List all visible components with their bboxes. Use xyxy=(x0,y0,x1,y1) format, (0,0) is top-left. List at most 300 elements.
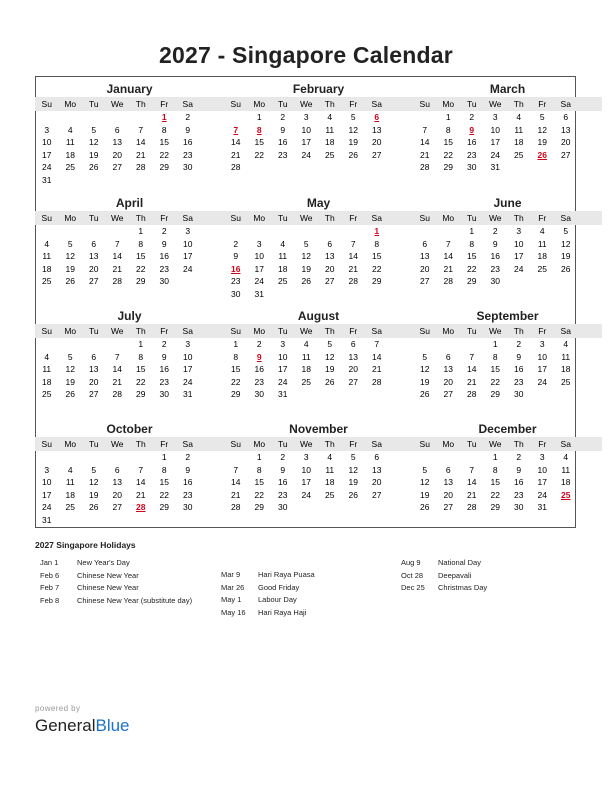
day-cell: 30 xyxy=(254,389,264,399)
day-cell: 8 xyxy=(374,238,380,249)
weekday-label: Tu xyxy=(88,326,99,336)
day-cell: 23 xyxy=(467,149,477,160)
weekday-label: Fr xyxy=(538,99,547,109)
day-cell: 26 xyxy=(348,149,358,160)
weekday-label: Sa xyxy=(182,99,193,109)
empty-cell xyxy=(129,451,153,464)
day-cell: 19 xyxy=(348,477,358,487)
empty-cell xyxy=(59,111,83,124)
day-cell: 4 xyxy=(327,112,333,122)
day-cell: 14 xyxy=(231,137,241,147)
weekday-label: Mo xyxy=(253,213,266,223)
weekday-label: Sa xyxy=(182,439,193,449)
day-cell: 8 xyxy=(161,124,167,135)
empty-cell xyxy=(35,451,59,464)
weekday-label: Th xyxy=(135,326,146,336)
week-row xyxy=(224,376,413,389)
month-january xyxy=(35,82,224,186)
weekday-label: Mo xyxy=(442,213,455,223)
day-cell: 30 xyxy=(159,276,169,286)
week-row xyxy=(35,225,224,238)
empty-cell xyxy=(248,161,272,174)
day-cell: 17 xyxy=(301,137,311,147)
empty-cell xyxy=(82,514,106,527)
day-cell: 29 xyxy=(231,389,241,399)
holiday-date: Feb 8 xyxy=(40,595,60,605)
month-name: June xyxy=(493,196,522,210)
empty-cell xyxy=(365,288,389,301)
day-cell: 3 xyxy=(280,339,286,349)
month-name: December xyxy=(478,422,537,436)
empty-cell xyxy=(106,111,130,124)
week-row xyxy=(35,514,224,527)
day-cell: 24 xyxy=(301,489,311,500)
day-cell: 27 xyxy=(561,149,571,160)
empty-cell xyxy=(295,501,319,514)
day-cell: 10 xyxy=(537,464,547,475)
weekday-label: Sa xyxy=(560,326,571,336)
day-cell: 22 xyxy=(254,489,264,500)
empty-cell xyxy=(82,451,106,464)
day-cell: 9 xyxy=(516,351,522,362)
day-cell: 11 xyxy=(561,351,571,362)
weekday-label: Sa xyxy=(182,326,193,336)
holiday-date: Aug 9 xyxy=(401,558,421,567)
day-cell: 1 xyxy=(256,112,262,122)
empty-cell xyxy=(82,338,106,351)
day-cell: 11 xyxy=(537,238,547,249)
day-cell: 19 xyxy=(65,376,75,387)
holiday-date: Feb 6 xyxy=(40,570,60,580)
weekday-label: We xyxy=(110,326,124,336)
week-row xyxy=(413,149,602,162)
holiday-row xyxy=(40,570,192,583)
day-cell: 27 xyxy=(89,389,99,399)
day-cell: 24 xyxy=(537,376,547,387)
day-cell: 12 xyxy=(348,124,358,135)
day-cell: 25 xyxy=(42,276,52,286)
day-cell: 18 xyxy=(537,251,547,261)
week-row xyxy=(35,451,224,464)
day-cell: 31 xyxy=(254,288,264,299)
empty-cell xyxy=(531,275,555,288)
day-cell: 26 xyxy=(420,502,430,512)
day-cell: 5 xyxy=(91,124,97,135)
holiday-name: Chinese New Year xyxy=(77,570,139,580)
day-cell: 14 xyxy=(348,251,358,261)
day-cell: 16 xyxy=(467,137,477,147)
day-cell: 27 xyxy=(443,389,453,399)
holiday-name: Deepavali xyxy=(438,570,472,580)
day-cell: 11 xyxy=(325,464,335,475)
day-cell: 16 xyxy=(159,364,169,374)
day-cell: 17 xyxy=(514,251,524,261)
empty-cell xyxy=(176,174,200,187)
day-cell: 10 xyxy=(42,477,52,487)
weekday-header xyxy=(413,97,602,111)
day-cell: 10 xyxy=(537,351,547,362)
empty-cell xyxy=(271,161,295,174)
weekday-label: Fr xyxy=(160,213,169,223)
day-cell: 19 xyxy=(89,149,99,160)
day-cell: 17 xyxy=(537,477,547,487)
empty-cell xyxy=(59,174,83,187)
month-april xyxy=(35,196,224,288)
weekday-label: We xyxy=(299,439,313,449)
day-cell: 25 xyxy=(278,276,288,286)
empty-cell xyxy=(271,225,295,238)
day-cell: 27 xyxy=(348,376,358,387)
day-cell: 22 xyxy=(159,489,169,500)
day-cell: 3 xyxy=(185,339,191,349)
empty-cell xyxy=(295,225,319,238)
weekday-label: Sa xyxy=(560,439,571,449)
month-june xyxy=(413,196,602,288)
holidays-title: 2027 Singapore Holidays xyxy=(35,540,136,550)
day-cell: 20 xyxy=(112,489,122,500)
weekday-label: We xyxy=(488,213,502,223)
empty-cell xyxy=(460,451,484,464)
empty-cell xyxy=(531,388,555,401)
day-cell: 1 xyxy=(161,452,167,462)
day-cell: 26 xyxy=(89,502,99,512)
day-cell: 14 xyxy=(136,137,146,147)
weekday-label: Th xyxy=(324,326,335,336)
day-cell: 16 xyxy=(183,137,193,147)
week-row xyxy=(35,149,224,162)
day-cell: 25 xyxy=(325,489,335,500)
day-cell: 17 xyxy=(42,149,52,160)
week-row xyxy=(413,263,602,276)
day-cell: 6 xyxy=(422,238,428,249)
weekday-label: Fr xyxy=(538,439,547,449)
day-cell: 8 xyxy=(469,238,475,249)
empty-cell xyxy=(35,338,59,351)
day-cell: 7 xyxy=(138,464,144,475)
weekday-label: Th xyxy=(513,326,524,336)
day-cell: 24 xyxy=(537,489,547,500)
weekday-label: We xyxy=(110,213,124,223)
day-cell: 26 xyxy=(65,389,75,399)
day-cell: 31 xyxy=(183,389,193,399)
weekday-label: Tu xyxy=(88,213,99,223)
day-cell: 7 xyxy=(233,464,239,475)
day-cell: 14 xyxy=(372,351,382,362)
week-row xyxy=(224,250,413,263)
empty-cell xyxy=(413,338,437,351)
empty-cell xyxy=(413,111,437,124)
day-cell: 3 xyxy=(303,452,309,462)
holiday-date: May 1 xyxy=(221,595,242,604)
day-cell: 19 xyxy=(537,137,547,147)
day-cell: 3 xyxy=(539,452,545,462)
weekday-label: Sa xyxy=(371,326,382,336)
week-row xyxy=(413,111,602,124)
week-row xyxy=(224,111,413,124)
weekday-label: Su xyxy=(419,213,430,223)
weekday-label: Th xyxy=(513,99,524,109)
day-cell: 3 xyxy=(185,226,191,236)
empty-cell xyxy=(153,174,177,187)
day-cell: 7 xyxy=(350,238,356,249)
weekday-label: Tu xyxy=(277,439,288,449)
empty-cell xyxy=(437,338,461,351)
empty-cell xyxy=(342,225,366,238)
day-cell: 7 xyxy=(469,464,475,475)
day-cell: 19 xyxy=(89,489,99,500)
brand-blue: Blue xyxy=(95,716,130,735)
day-cell: 14 xyxy=(136,477,146,487)
weekday-label: Sa xyxy=(371,439,382,449)
day-cell: 1 xyxy=(233,339,239,349)
day-cell: 9 xyxy=(280,464,286,475)
day-cell: 14 xyxy=(112,364,122,374)
day-cell: 19 xyxy=(65,263,75,274)
month-name: January xyxy=(106,82,153,96)
empty-cell xyxy=(318,388,342,401)
weekday-label: Fr xyxy=(538,326,547,336)
weekday-label: We xyxy=(299,99,313,109)
month-name: October xyxy=(106,422,153,436)
page-title: 2027 - Singapore Calendar xyxy=(159,42,453,68)
day-cell: 6 xyxy=(91,238,97,249)
day-cell: 29 xyxy=(136,276,146,286)
week-row xyxy=(413,275,602,288)
month-august xyxy=(224,309,413,401)
day-cell: 17 xyxy=(278,364,288,374)
day-cell: 20 xyxy=(325,263,335,274)
day-cell: 31 xyxy=(42,174,52,185)
day-cell: 14 xyxy=(467,364,477,374)
weekday-label: Th xyxy=(324,439,335,449)
month-may xyxy=(224,196,413,300)
week-row xyxy=(35,376,224,389)
day-cell: 12 xyxy=(65,364,75,374)
day-cell: 8 xyxy=(492,464,498,475)
day-cell: 15 xyxy=(254,477,264,487)
holiday-day-cell: 7 xyxy=(233,124,239,135)
empty-cell xyxy=(224,111,248,124)
weekday-label: Mo xyxy=(253,439,266,449)
month-name: August xyxy=(297,309,340,323)
weekday-label: Su xyxy=(41,99,52,109)
week-row xyxy=(224,225,413,238)
empty-cell xyxy=(35,225,59,238)
week-row xyxy=(224,464,413,477)
week-row xyxy=(413,476,602,489)
day-cell: 15 xyxy=(490,364,500,374)
day-cell: 15 xyxy=(372,251,382,261)
day-cell: 27 xyxy=(112,162,122,172)
day-cell: 5 xyxy=(67,238,73,249)
day-cell: 24 xyxy=(301,149,311,160)
empty-cell xyxy=(413,225,437,238)
day-cell: 23 xyxy=(231,276,241,286)
weekday-label: We xyxy=(488,326,502,336)
day-cell: 6 xyxy=(374,452,380,462)
empty-cell xyxy=(59,338,83,351)
weekday-label: We xyxy=(110,99,124,109)
day-cell: 30 xyxy=(183,502,193,512)
holiday-row xyxy=(401,570,487,583)
day-cell: 11 xyxy=(65,137,75,147)
day-cell: 25 xyxy=(325,149,335,160)
week-row xyxy=(224,476,413,489)
empty-cell xyxy=(153,514,177,527)
day-cell: 10 xyxy=(301,464,311,475)
day-cell: 17 xyxy=(537,364,547,374)
day-cell: 13 xyxy=(89,364,99,374)
week-row xyxy=(224,263,413,276)
day-cell: 18 xyxy=(325,137,335,147)
holiday-row xyxy=(221,594,315,607)
week-row xyxy=(35,464,224,477)
week-row xyxy=(224,501,413,514)
day-cell: 27 xyxy=(443,502,453,512)
day-cell: 13 xyxy=(420,251,430,261)
day-cell: 31 xyxy=(537,502,547,512)
day-cell: 29 xyxy=(254,502,264,512)
empty-cell xyxy=(295,288,319,301)
week-row xyxy=(413,250,602,263)
holiday-day-cell: 16 xyxy=(231,263,241,274)
day-cell: 5 xyxy=(563,226,569,236)
day-cell: 23 xyxy=(159,263,169,274)
day-cell: 16 xyxy=(514,364,524,374)
weekday-label: Th xyxy=(135,213,146,223)
holiday-date: Mar 9 xyxy=(221,570,241,579)
day-cell: 18 xyxy=(278,263,288,274)
empty-cell xyxy=(248,225,272,238)
month-october xyxy=(35,422,224,526)
week-row xyxy=(224,489,413,502)
day-cell: 6 xyxy=(327,238,333,249)
day-cell: 6 xyxy=(91,351,97,362)
holiday-date: Dec 25 xyxy=(401,583,425,592)
weekday-label: Mo xyxy=(253,99,266,109)
day-cell: 13 xyxy=(372,124,382,135)
day-cell: 4 xyxy=(327,452,333,462)
week-row xyxy=(224,351,413,364)
day-cell: 28 xyxy=(136,162,146,172)
weekday-label: We xyxy=(299,326,313,336)
day-cell: 23 xyxy=(514,376,524,387)
day-cell: 24 xyxy=(42,502,52,512)
day-cell: 3 xyxy=(44,124,50,135)
weekday-label: Mo xyxy=(64,439,77,449)
day-cell: 9 xyxy=(161,351,167,362)
day-cell: 23 xyxy=(278,489,288,500)
day-cell: 21 xyxy=(420,149,430,160)
day-cell: 13 xyxy=(89,251,99,261)
day-cell: 2 xyxy=(256,339,262,349)
day-cell: 10 xyxy=(254,251,264,261)
week-row xyxy=(413,376,602,389)
day-cell: 21 xyxy=(467,376,477,387)
day-cell: 25 xyxy=(42,389,52,399)
day-cell: 10 xyxy=(278,351,288,362)
day-cell: 6 xyxy=(445,464,451,475)
day-cell: 22 xyxy=(490,489,500,500)
empty-cell xyxy=(271,288,295,301)
empty-cell xyxy=(365,388,389,401)
day-cell: 10 xyxy=(490,124,500,135)
weekday-label: We xyxy=(110,439,124,449)
weekday-label: Fr xyxy=(160,439,169,449)
day-cell: 23 xyxy=(514,489,524,500)
month-name: November xyxy=(289,422,348,436)
day-cell: 16 xyxy=(254,364,264,374)
day-cell: 7 xyxy=(114,351,120,362)
day-cell: 2 xyxy=(492,226,498,236)
weekday-header xyxy=(35,211,224,225)
week-row xyxy=(35,238,224,251)
day-cell: 24 xyxy=(42,162,52,172)
weekday-label: Fr xyxy=(349,99,358,109)
weekday-header xyxy=(224,211,413,225)
day-cell: 15 xyxy=(159,477,169,487)
weekday-label: Sa xyxy=(371,213,382,223)
day-cell: 20 xyxy=(348,364,358,374)
holiday-date: Oct 28 xyxy=(401,570,424,580)
day-cell: 11 xyxy=(561,464,571,475)
week-row xyxy=(224,124,413,137)
weekday-label: Mo xyxy=(442,326,455,336)
week-row xyxy=(413,338,602,351)
day-cell: 4 xyxy=(44,238,50,249)
weekday-label: Th xyxy=(513,439,524,449)
week-row xyxy=(35,489,224,502)
empty-cell xyxy=(507,275,531,288)
empty-cell xyxy=(82,111,106,124)
empty-cell xyxy=(554,501,578,514)
day-cell: 3 xyxy=(44,464,50,475)
day-cell: 8 xyxy=(138,238,144,249)
day-cell: 31 xyxy=(490,162,500,172)
holiday-column xyxy=(40,557,192,607)
weekday-label: Su xyxy=(230,439,241,449)
day-cell: 10 xyxy=(42,137,52,147)
generalblue-logo[interactable] xyxy=(35,716,130,736)
day-cell: 26 xyxy=(89,162,99,172)
day-cell: 5 xyxy=(422,464,428,475)
day-cell: 24 xyxy=(514,263,524,274)
weekday-label: Fr xyxy=(160,326,169,336)
empty-cell xyxy=(554,161,578,174)
empty-cell xyxy=(35,111,59,124)
day-cell: 7 xyxy=(114,238,120,249)
week-row xyxy=(224,388,413,401)
week-row xyxy=(413,501,602,514)
weekday-label: Th xyxy=(513,213,524,223)
powered-by-text: powered by xyxy=(35,704,81,713)
day-cell: 13 xyxy=(325,251,335,261)
day-cell: 18 xyxy=(42,376,52,387)
day-cell: 18 xyxy=(42,263,52,274)
weekday-header xyxy=(224,437,413,451)
weekday-label: Tu xyxy=(466,213,477,223)
empty-cell xyxy=(129,174,153,187)
day-cell: 17 xyxy=(254,263,264,274)
weekday-label: Mo xyxy=(253,326,266,336)
day-cell: 6 xyxy=(114,124,120,135)
week-row xyxy=(224,363,413,376)
day-cell: 17 xyxy=(183,364,193,374)
day-cell: 8 xyxy=(445,124,451,135)
day-cell: 18 xyxy=(301,364,311,374)
day-cell: 30 xyxy=(514,502,524,512)
day-cell: 27 xyxy=(89,276,99,286)
